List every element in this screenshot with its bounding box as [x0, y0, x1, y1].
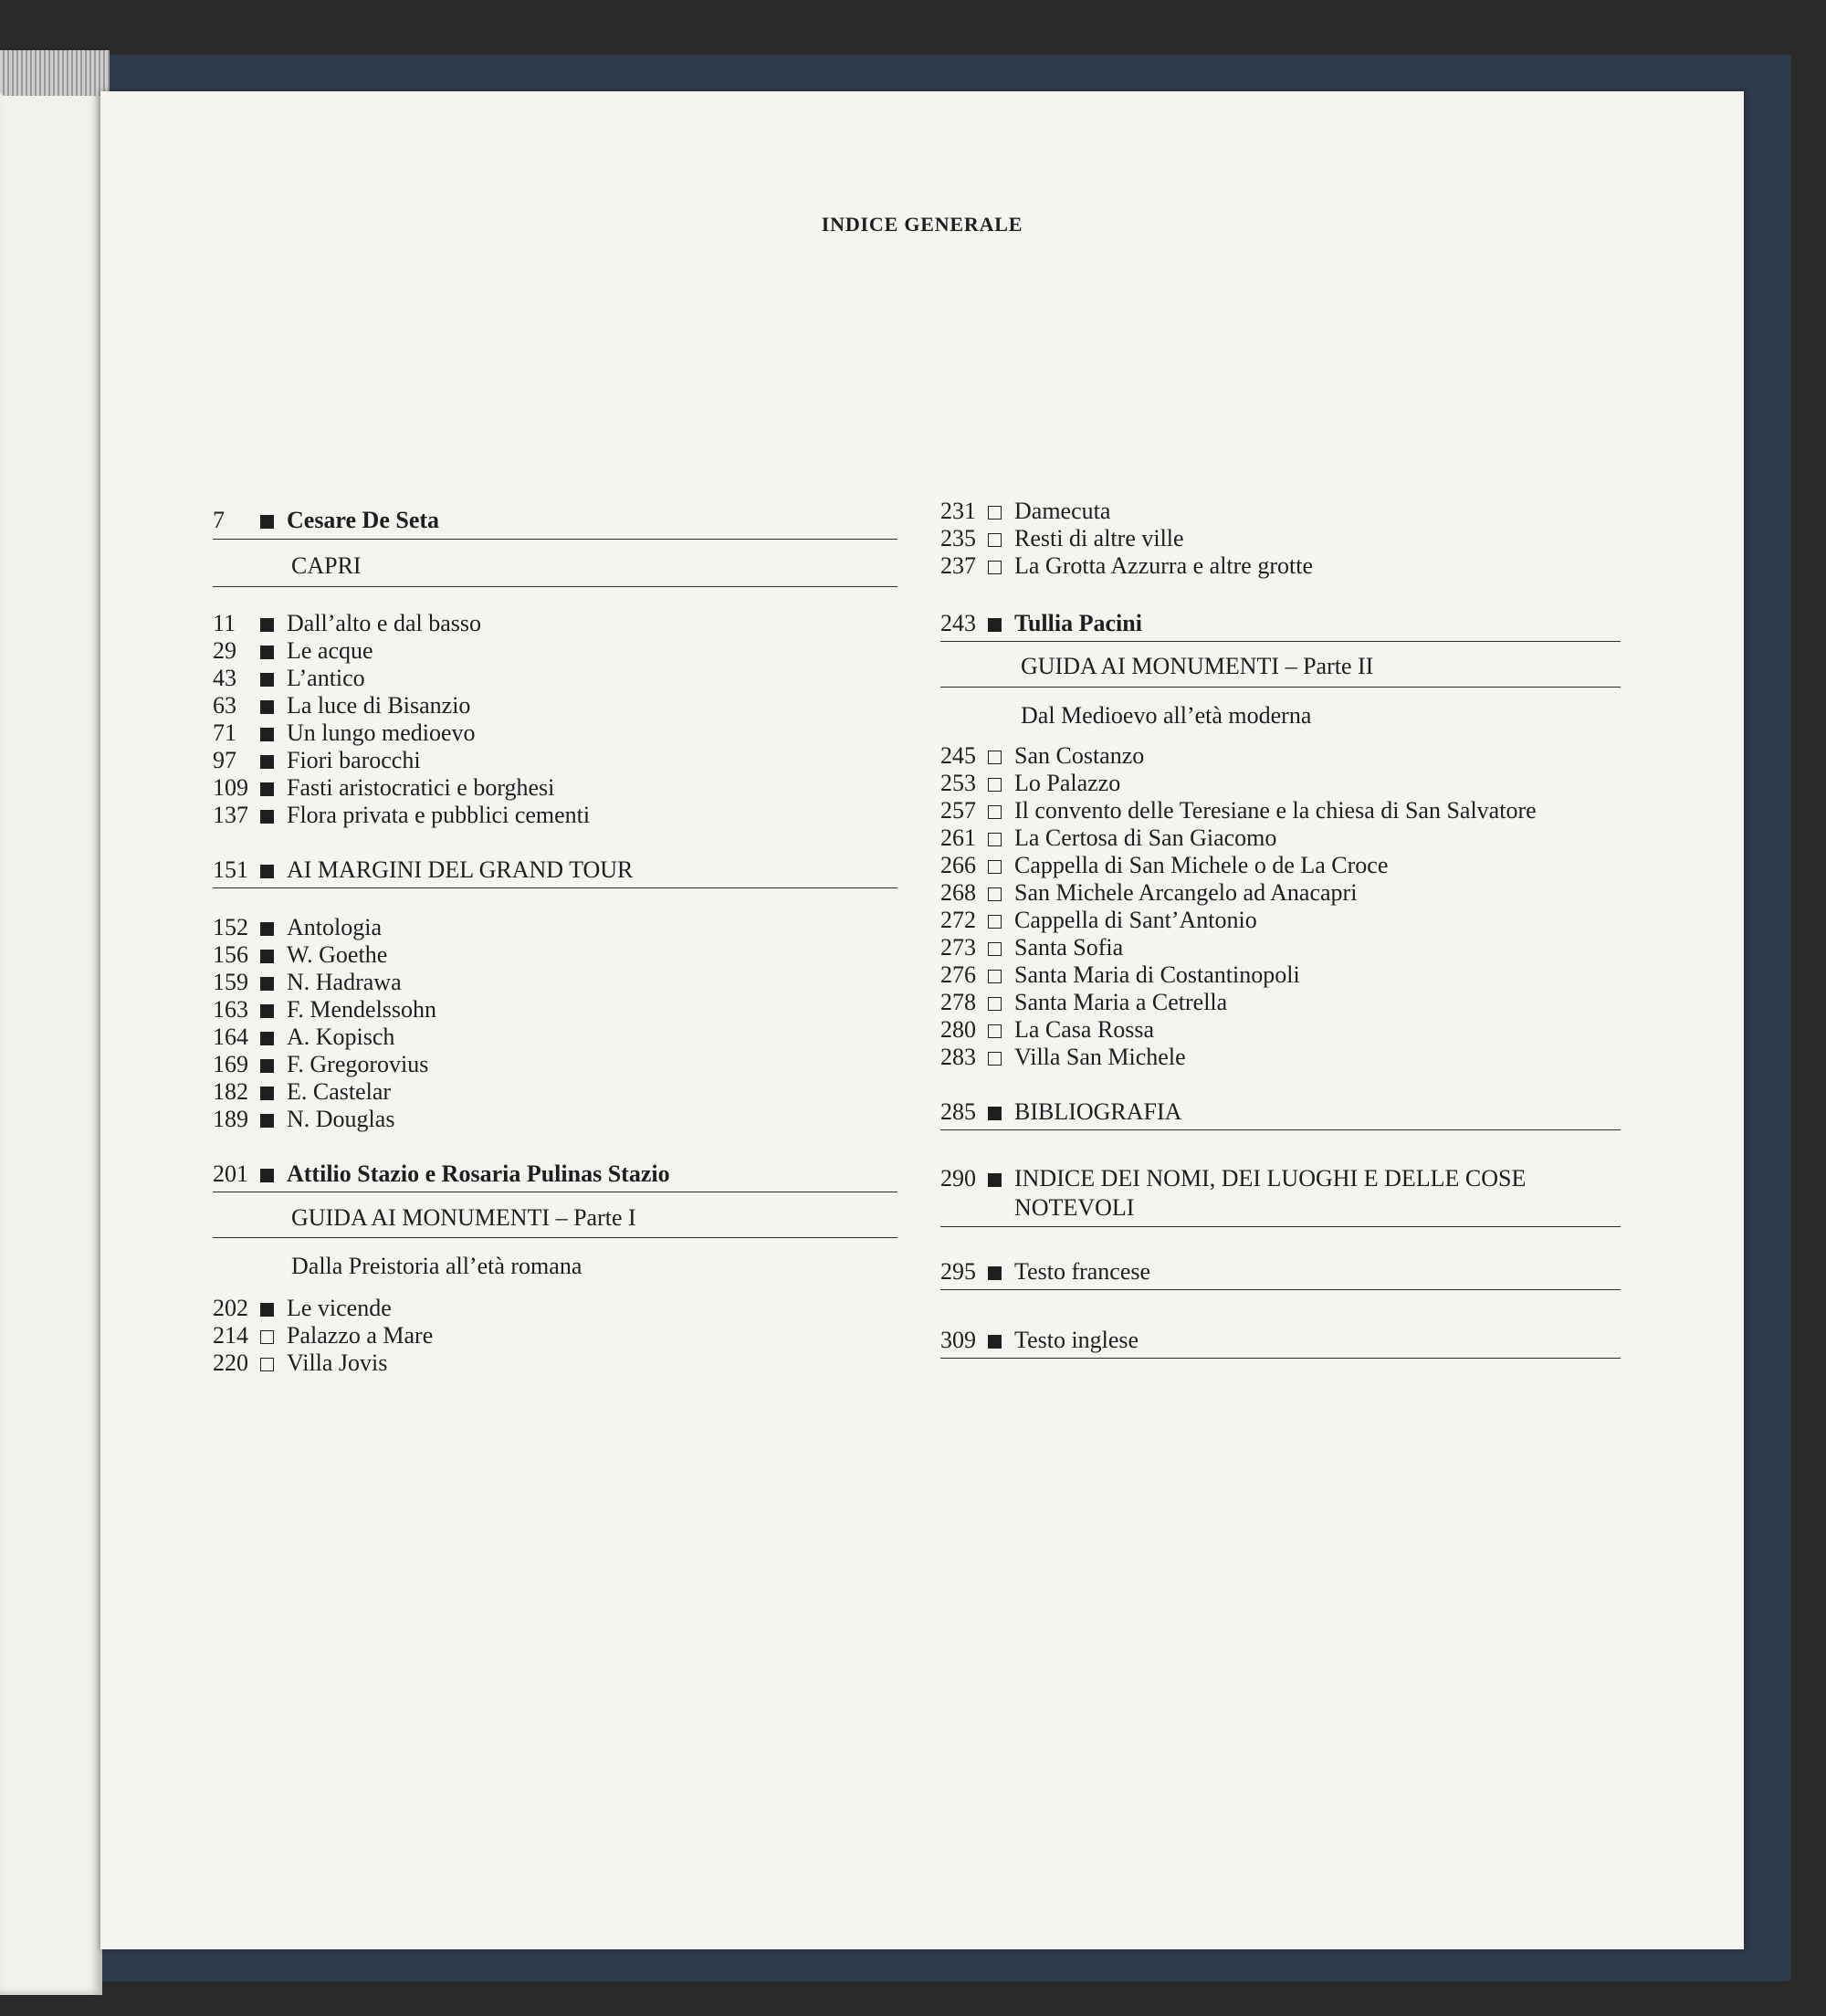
list-item [213, 637, 373, 665]
open-square-icon [988, 915, 1002, 929]
section-title: GUIDA AI MONUMENTI – Parte I [291, 1204, 636, 1231]
entry-label: L’antico [287, 665, 365, 691]
page-number: 137 [213, 802, 248, 828]
divider [213, 586, 897, 587]
list-item [940, 1044, 1186, 1071]
list-item [940, 907, 1257, 934]
open-square-icon [988, 778, 1002, 792]
page-number: 182 [213, 1078, 248, 1105]
list-item [213, 719, 476, 747]
filled-square-icon [260, 865, 274, 878]
entry-label: Attilio Stazio e Rosaria Pulinas Stazio [287, 1160, 670, 1187]
page-number: 7 [213, 507, 225, 533]
filled-square-icon [988, 618, 1002, 632]
filled-square-icon [988, 1107, 1002, 1120]
filled-square-icon [260, 1169, 274, 1182]
filled-square-icon [988, 1335, 1002, 1349]
entry-label: La Casa Rossa [1014, 1016, 1155, 1043]
open-square-icon [988, 887, 1002, 901]
entry-label: La Certosa di San Giacomo [1014, 824, 1277, 851]
open-square-icon [260, 1358, 274, 1371]
page-number: 235 [940, 525, 976, 551]
page-number: 266 [940, 852, 976, 878]
page-number: 237 [940, 552, 976, 579]
filled-square-icon [260, 673, 274, 687]
entry-label: Villa Jovis [287, 1349, 388, 1376]
section-entry [213, 856, 633, 884]
page-number: 272 [940, 907, 976, 933]
author-entry [213, 1160, 670, 1188]
page-number: 201 [213, 1160, 248, 1187]
entry-label: N. Douglas [287, 1106, 395, 1132]
entry-label: La luce di Bisanzio [287, 692, 471, 719]
filled-square-icon [988, 1266, 1002, 1280]
section-entry [940, 1327, 1139, 1354]
page-number: 109 [213, 774, 248, 801]
entry-label: Testo inglese [1014, 1327, 1139, 1353]
entry-label: Cappella di San Michele o de La Croce [1014, 852, 1389, 878]
page-number: 283 [940, 1044, 976, 1070]
section-title: CAPRI [291, 552, 362, 579]
page-number: 245 [940, 742, 976, 769]
list-item [213, 1322, 433, 1349]
entry-label: F. Mendelssohn [287, 996, 437, 1023]
divider [940, 1358, 1621, 1359]
page-number: 214 [213, 1322, 248, 1349]
filled-square-icon [260, 755, 274, 769]
author-entry [213, 507, 439, 534]
section-subtitle: Dal Medioevo all’età moderna [1021, 702, 1312, 729]
page-number: 243 [940, 610, 976, 636]
list-item [940, 770, 1120, 797]
filled-square-icon [260, 700, 274, 714]
list-item [213, 802, 590, 829]
open-square-icon [260, 1330, 274, 1344]
filled-square-icon [260, 1087, 274, 1100]
entry-label: Santa Sofia [1014, 934, 1124, 961]
entry-label: Palazzo a Mare [287, 1322, 434, 1349]
section-entry [940, 1098, 1181, 1126]
filled-square-icon [260, 1114, 274, 1128]
divider [940, 687, 1621, 688]
page-number: 43 [213, 665, 236, 691]
list-item [940, 961, 1300, 989]
page-number: 159 [213, 969, 248, 995]
page-number: 97 [213, 747, 236, 773]
filled-square-icon [260, 922, 274, 936]
open-square-icon [988, 942, 1002, 956]
divider [213, 887, 897, 888]
entry-label: Dall’alto e dal basso [287, 610, 481, 636]
list-item [940, 525, 1184, 552]
index-page [100, 91, 1744, 1949]
open-square-icon [988, 561, 1002, 574]
list-item [940, 742, 1144, 770]
filled-square-icon [260, 782, 274, 796]
list-item [940, 498, 1110, 525]
list-item [940, 934, 1123, 961]
entry-label: AI MARGINI DEL GRAND TOUR [287, 856, 634, 883]
entry-label: Fiori barocchi [287, 747, 421, 773]
page-number: 257 [940, 797, 976, 824]
page-number: 273 [940, 934, 976, 961]
filled-square-icon [260, 1004, 274, 1018]
open-square-icon [988, 751, 1002, 764]
entry-label: Le acque [287, 637, 373, 664]
entry-label: La Grotta Azzurra e altre grotte [1014, 552, 1313, 579]
list-item [213, 1106, 394, 1133]
list-item [213, 969, 402, 996]
filled-square-icon [260, 1059, 274, 1073]
page-number: 152 [213, 914, 248, 940]
filled-square-icon [260, 977, 274, 991]
list-item [213, 1051, 428, 1078]
entry-label: San Costanzo [1014, 742, 1145, 769]
entry-label: Le vicende [287, 1295, 392, 1321]
divider [940, 1289, 1621, 1290]
list-item [213, 692, 470, 719]
divider [940, 1226, 1621, 1227]
filled-square-icon [260, 950, 274, 963]
filled-square-icon [260, 515, 274, 529]
entry-label: Villa San Michele [1014, 1044, 1186, 1070]
page-number: 253 [940, 770, 976, 796]
open-square-icon [988, 833, 1002, 846]
list-item [940, 879, 1357, 907]
entry-label: Damecuta [1014, 498, 1111, 524]
section-entry [940, 1258, 1150, 1286]
filled-square-icon [260, 728, 274, 741]
open-square-icon [988, 1052, 1002, 1066]
page-number: 220 [213, 1349, 248, 1376]
entry-label: Il convento delle Teresiane e la chiesa di San Salvatore [1014, 797, 1537, 824]
list-item [940, 797, 1537, 824]
list-item [213, 914, 382, 941]
list-item [213, 1078, 391, 1106]
open-square-icon [988, 997, 1002, 1011]
page-number: 29 [213, 637, 236, 664]
filled-square-icon [988, 1173, 1002, 1187]
page-number: 295 [940, 1258, 976, 1285]
page-number: 169 [213, 1051, 248, 1077]
page-number: 189 [213, 1106, 248, 1132]
entry-label: Cesare De Seta [287, 507, 440, 533]
entry-label: F. Gregorovius [287, 1051, 429, 1077]
page-number: 202 [213, 1295, 248, 1321]
list-item [213, 610, 481, 637]
entry-label: W. Goethe [287, 941, 388, 968]
list-item [940, 989, 1227, 1016]
list-item [213, 1349, 387, 1377]
page-number: 261 [940, 824, 976, 851]
list-item [213, 665, 365, 692]
page-number: 276 [940, 961, 976, 988]
entry-label: N. Hadrawa [287, 969, 402, 995]
facing-page [0, 87, 102, 1995]
divider [213, 539, 897, 540]
page-number: 280 [940, 1016, 976, 1043]
entry-label: Antologia [287, 914, 382, 940]
entry-label: Flora privata e pubblici cementi [287, 802, 591, 828]
open-square-icon [988, 860, 1002, 874]
list-item [213, 1024, 394, 1051]
filled-square-icon [260, 810, 274, 824]
open-square-icon [988, 533, 1002, 547]
page-number: 278 [940, 989, 976, 1015]
section-title: GUIDA AI MONUMENTI – Parte II [1021, 653, 1374, 679]
filled-square-icon [260, 1032, 274, 1045]
divider [940, 1129, 1621, 1130]
list-item [213, 1295, 392, 1322]
page-number: 164 [213, 1024, 248, 1050]
entry-label: Un lungo medioevo [287, 719, 476, 746]
entry-label: BIBLIOGRAFIA [1014, 1098, 1182, 1125]
page-number: 11 [213, 610, 236, 636]
list-item [213, 747, 421, 774]
page-number: 285 [940, 1098, 976, 1125]
open-square-icon [988, 1024, 1002, 1038]
entry-label: San Michele Arcangelo ad Anacapri [1014, 879, 1358, 906]
entry-label: A. Kopisch [287, 1024, 395, 1050]
page-edges [0, 50, 110, 96]
open-square-icon [988, 970, 1002, 983]
page-number: 71 [213, 719, 236, 746]
page-number: 231 [940, 498, 976, 524]
page-title: INDICE GENERALE [821, 213, 1023, 236]
filled-square-icon [260, 618, 274, 632]
entry-label: E. Castelar [287, 1078, 392, 1105]
entry-label: INDICE DEI NOMI, DEI LUOGHI E DELLE COSE NOTEVOLI [1014, 1165, 1527, 1221]
page-number: 156 [213, 941, 248, 968]
page-number: 309 [940, 1327, 976, 1353]
entry-label: Cappella di Sant’Antonio [1014, 907, 1257, 933]
entry-label: Resti di altre ville [1014, 525, 1184, 551]
entry-label: Santa Maria a Cetrella [1014, 989, 1228, 1015]
divider [213, 1237, 897, 1238]
list-item [213, 996, 436, 1024]
filled-square-icon [260, 646, 274, 659]
page-number: 290 [940, 1165, 976, 1192]
list-item [940, 1016, 1154, 1044]
list-item [940, 852, 1388, 879]
list-item [213, 941, 387, 969]
author-entry [940, 610, 1142, 637]
entry-label: Testo francese [1014, 1258, 1151, 1285]
entry-label: Lo Palazzo [1014, 770, 1121, 796]
page-number: 63 [213, 692, 236, 719]
entry-label: Santa Maria di Costantinopoli [1014, 961, 1300, 988]
section-subtitle: Dalla Preistoria all’età romana [291, 1253, 582, 1279]
open-square-icon [988, 506, 1002, 520]
entry-label: Tullia Pacini [1014, 610, 1142, 636]
filled-square-icon [260, 1303, 274, 1317]
list-item [213, 774, 554, 802]
page-number: 151 [213, 856, 248, 883]
entry-label: Fasti aristocratici e borghesi [287, 774, 555, 801]
page-number: 268 [940, 879, 976, 906]
open-square-icon [988, 805, 1002, 819]
list-item [940, 824, 1276, 852]
divider [940, 641, 1621, 642]
list-item [940, 552, 1313, 580]
page-number: 163 [213, 996, 248, 1023]
section-entry [940, 1164, 1599, 1223]
